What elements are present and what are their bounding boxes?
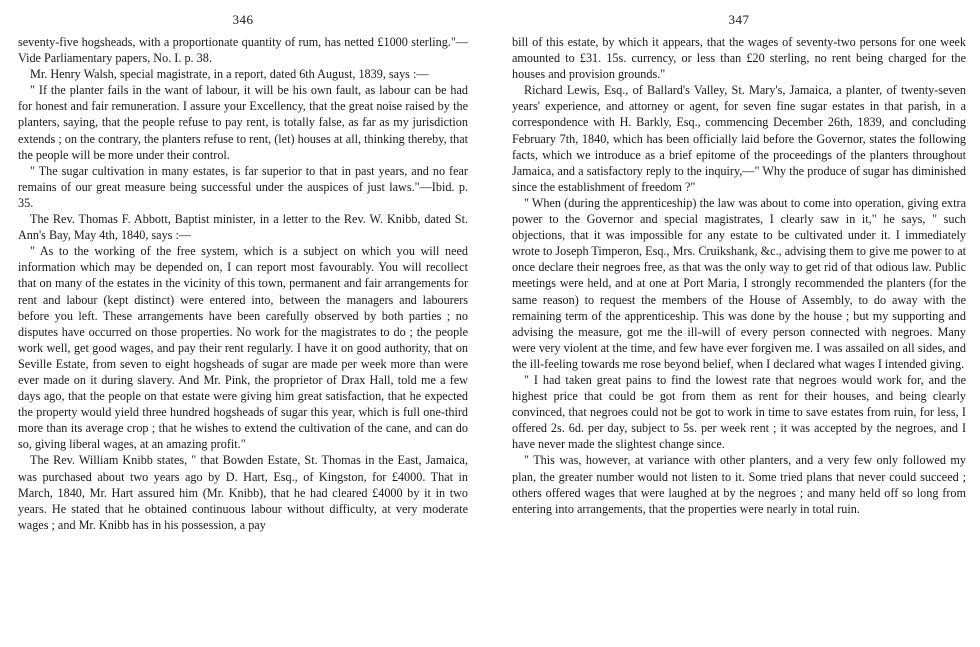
page-number-left: 346 (232, 12, 254, 27)
paragraph: " The sugar cultivation in many estates, is far superior to that in past years, and no fear remains of our great measure being successful under the auspices of just laws."—Ibid. p. 35. (18, 163, 468, 210)
paragraph: " This was, however, at variance with other planters, and a very few only followed my plan, the greater number would not listen to it. Some tried plans that never could succeed ; others offered wages that were laughed at by the negroes ; and many held off so long from entering into arrangements, that the properties were nearly in total ruin. (512, 453, 966, 516)
paragraph: seventy-five hogsheads, with a proportionate quantity of rum, has netted £1000 sterling."—Vide Parliamentary papers, No. I. p. 38. (18, 35, 468, 66)
paragraph: bill of this estate, by which it appears, that the wages of seventy-two persons for one week amounted to £31. 15s. currency, or less than £20 sterling, no rent being charged for the houses and provision grounds." (512, 35, 966, 82)
paragraph: " If the planter fails in the want of labour, it will be his own fault, as labour can be had for honest and fair remuneration. I assure your Excellency, that the great noise raised by the planters, saying, that the people refuse to pay rent, is totally false, as far as my jurisdiction extends ; on the contrary, the planters refuse to rent, (let) houses at all, thinking thereby, that the people will be more under their control. (18, 83, 468, 162)
paragraph: The Rev. Thomas F. Abbott, Baptist minister, in a letter to the Rev. W. Knibb, dated St. Ann's Bay, May 4th, 1840, says :— (18, 212, 468, 243)
paragraph: " When (during the apprenticeship) the law was about to come into operation, giving extra power to the Governor and special magistrates, I clearly saw in it," he says, " such objections, that it was impossible for any estate to be cultivated under it. I immediately wrote to Joseph Timperon, Esq., Mrs. Cruikshank, &c., advising them to give me power to at once declare their negroes free, as that was the only way to get rid of that odious law. Public meetings were held, and at one at Port Maria, I strongly recommended the planters (for the same reason) to request the members of the House of Assembly, to do away with the remaining term of the apprenticeship. This was done by the house ; but my supporting and advising the measure, got me the ill-will of every person connected with negroes. Many were very violent at the time, and few have ever forgiven me. I was assailed on all sides, and the ill-feeling towards me rose beyond belief, when I declared what wages I intended giving. (512, 195, 966, 371)
paragraph: The Rev. William Knibb states, " that Bowden Estate, St. Thomas in the East, Jamaica, was purchased about two years ago by D. Hart, Esq., of Kingston, for £4000. That in March, 1840, Mr. Hart assured him (Mr. Knibb), that he had cleared £4000 by it in two years. He stated that he obtained continuous labour without difficulty, at very moderate wages ; and Mr. Knibb has in his possession, a pay (18, 453, 468, 532)
paragraph: Richard Lewis, Esq., of Ballard's Valley, St. Mary's, Jamaica, a planter, of twenty-seven years' experience, and attorney or agent, for seven fine sugar estates in that parish, in a correspondence with H. Barkly, Esq., commencing December 26th, 1839, and concluding February 7th, 1840, which has been officially laid before the Governor, states the following facts, which we introduce as a brief epitome of the proceedings of the planters throughout Jamaica, and a satisfactory reply to the inquiry,—" Why the produce of sugar has diminished since the establishment of freedom ?" (512, 83, 966, 194)
paragraph: " I had taken great pains to find the lowest rate that negroes would work for, and the highest price that could be got from them as rent for their houses, and being clearly convinced, that negroes could not be got to work in time to save estates from ruin, for less, I offered 2s. 6d. per day, subject to 5s. per week rent ; it was accepted by the negroes, and I have never made the slightest change since. (512, 372, 966, 452)
page-number-right: 347 (728, 12, 750, 27)
left-page (0, 0, 482, 647)
paragraph: Mr. Henry Walsh, special magistrate, in a report, dated 6th August, 1839, says :— (30, 67, 429, 82)
paragraph: " As to the working of the free system, which is a subject on which you will need information which may be depended on, I can report most favourably. You will recollect that on many of the estates in the vicinity of this town, permanent and fair arrangements for rent and labour (kept distinct) were entered into, between the managers and labourers before you left. These arrangements have been carefully observed by both parties ; no disputes have occurred on those properties. No work for the magistrates to do ; the people work well, get good wages, and pay their rent regularly. I have it on good authority, that on Seville Estate, from seven to eight hogsheads of sugar are made per week more than were ever made on it during slavery. And Mr. Pink, the proprietor of Drax Hall, told me a few days ago, that the people on that estate were giving him great satisfaction, that he expected the property would yield three hundred hogsheads of sugar this year, which is full one-third more than its average crop ; that he wishes to extend the cultivation of the cane, and can do so, giving liberal wages, at an amazing profit." (18, 244, 468, 452)
right-page (492, 0, 980, 647)
